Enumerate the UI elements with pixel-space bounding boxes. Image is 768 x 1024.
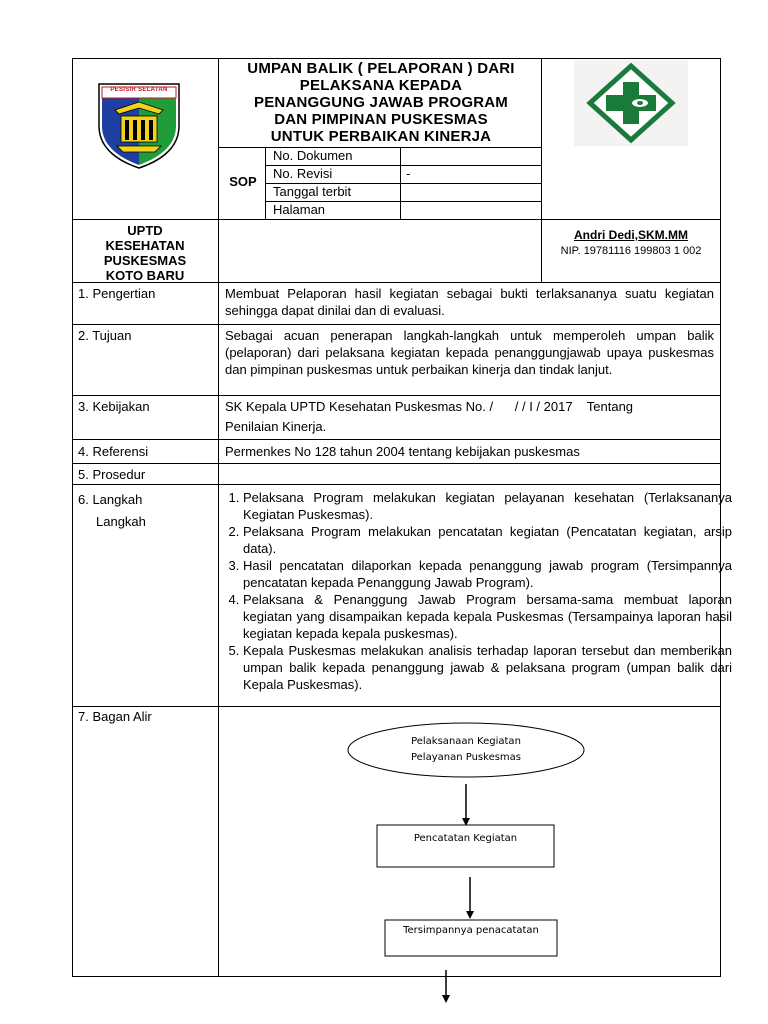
title-line: UNTUK PERBAIKAN KINERJA [270,128,492,145]
label-kebijakan: 3. Kebijakan [78,399,150,414]
header-row-line [72,219,721,220]
logo-caption: PESISIR SELATAN [110,87,168,93]
title-line: DAN PIMPINAN PUSKESMAS [274,111,488,128]
flow-step-box-1 [377,825,554,867]
label-pengertian: 1. Pengertian [78,286,156,301]
row-line-prosedur [72,484,721,485]
org-line: KESEHATAN [105,238,185,253]
meta-label-no-dokumen: No. Dokumen [273,148,353,163]
flow-step-text-1: Pencatatan Kegiatan [413,833,518,844]
text-referensi: Permenkes No 128 tahun 2004 tentang kebijakan puskesmas [225,444,580,459]
signatory-nip: NIP. 19781116 199803 1 002 [560,245,702,257]
row-line-pengertian [72,324,721,325]
pesisir-selatan-logo [95,80,183,170]
procedure-steps [225,489,732,693]
step-item: 1. Pelaksana Program melakukan kegiatan pelayanan kesehatan (Terlaksananya Kegiatan Puskesmas). [243,489,732,523]
label-prosedur: 5. Prosedur [78,467,146,482]
signatory-name: Andri Dedi,SKM.MM [574,228,688,242]
label-langkah-2: Langkah [96,514,146,529]
meta-label-no-revisi: No. Revisi [273,166,333,181]
row-line-kebijakan [72,439,721,440]
text-pengertian: Membuat Pelaporan hasil kegiatan sebagai bukti terlaksananya suatu kegiatan sehingga dapat dinilai dan di evaluasi. [225,286,714,318]
puskesmas-cross-logo [574,60,688,146]
title-line: PELAKSANA KEPADA [299,77,463,94]
step-item: 3. Hasil pencatatan dilaporkan kepada penanggung jawab program (Tersimpannya pencatatan kepada Penanggung Jawab Program). [243,557,732,591]
step-item: 2. Pelaksana Program melakukan pencatatan kegiatan (Pencatatan kegiatan, arsip data). [243,523,732,557]
table-border-left [72,58,73,977]
flow-start-ellipse [348,723,584,777]
org-line: UPTD [127,223,163,238]
label-referensi: 4. Referensi [78,444,149,459]
table-border-top [72,58,721,59]
step-item: 5. Kepala Puskesmas melakukan analisis terhadap laporan tersebut dan memberikan umpan balik kepada penanggung jawab & pelaksana program (umpan balik dari Kepala Puskesmas). [243,642,732,693]
step-item: 4. Pelaksana & Penanggung Jawab Program bersama-sama membuat laporan kegiatan yang disampaikan kepada kepala Puskesmas (Tersampainya laporan hasil kegiatan kepada kepala puskesmas). [243,591,732,642]
flow-arrowhead-3 [442,995,450,1003]
meta-label-halaman: Halaman [273,202,326,217]
flow-start-text-2: Pelayanan Puskesmas [410,752,522,763]
organization-name [72,223,218,283]
text-tujuan: Sebagai acuan penerapan langkah-langkah untuk memperoleh umpan balik (pelaporan) dari pelaksana kegiatan kepada penanggungjawab upaya puskesmas dan pimpinan puskesmas untuk perbaikan kinerja dan tindak lanjut. [225,328,714,377]
label-langkah: 6. Langkah [78,492,143,507]
meta-label-tanggal-terbit: Tanggal terbit [273,184,352,199]
title-line: PENANGGUNG JAWAB PROGRAM [254,94,508,111]
flow-arrowhead-2 [466,911,474,919]
label-tujuan: 2. Tujuan [78,328,132,343]
row-line-tujuan [72,395,721,396]
sop-label: SOP [229,174,257,189]
title-line: UMPAN BALIK ( PELAPORAN ) DARI [247,60,515,77]
meta-value-no-revisi: - [406,166,411,181]
org-line: PUSKESMAS [103,253,187,268]
flow-start-text-1: Pelaksanaan Kegiatan [411,736,521,747]
text-kebijakan-line2: Penilaian Kinerja. [225,419,327,434]
document-title [221,60,541,145]
text-kebijakan-line1: SK Kepala UPTD Kesehatan Puskesmas No. / / / I / 2017 Tentang [225,399,634,414]
label-bagan-alir: 7. Bagan Alir [78,709,152,724]
row-line-referensi [72,463,721,464]
flow-step-text-2: Tersimpannya penacatatan [403,925,539,936]
org-line: KOTO BARU [105,268,185,283]
title-bottom-line [218,147,541,148]
